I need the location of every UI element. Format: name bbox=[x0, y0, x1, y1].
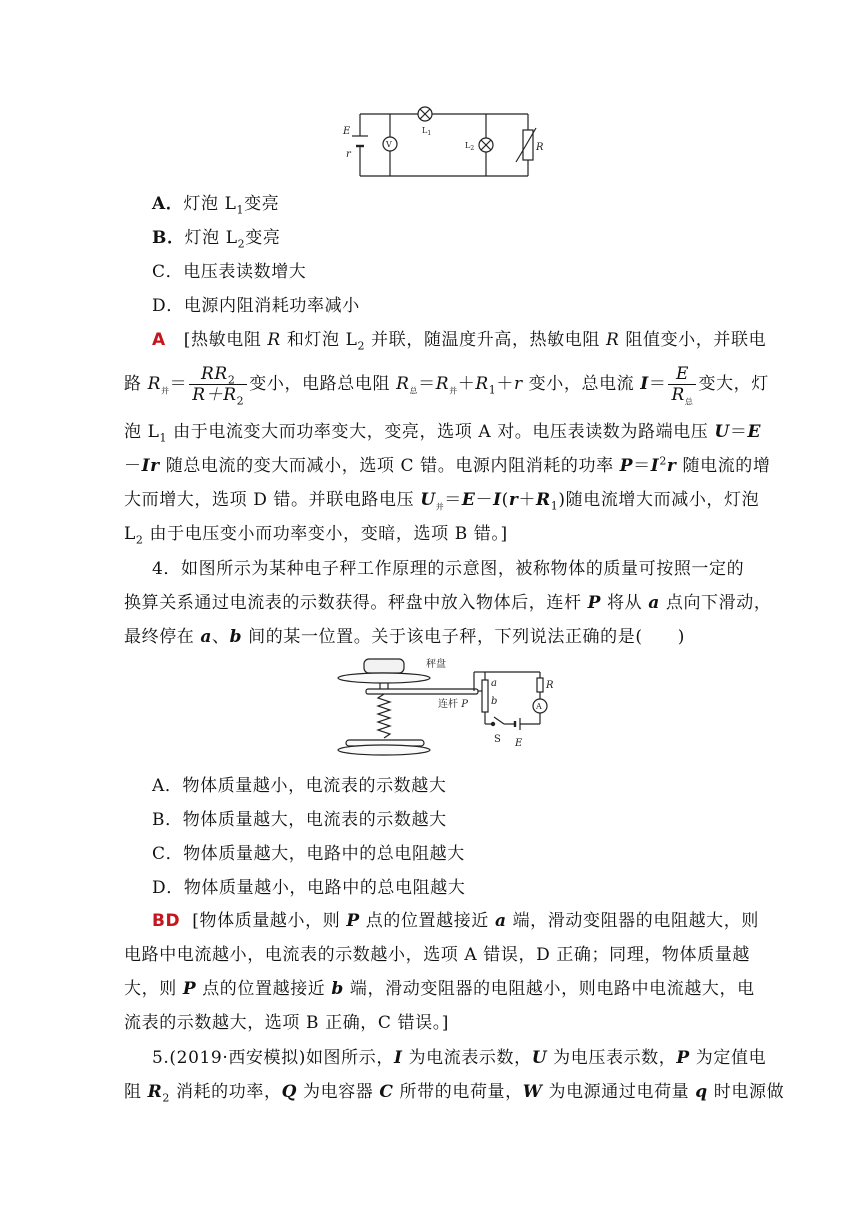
option-b: B．物体质量越大，电流表的示数越大 bbox=[152, 810, 447, 830]
explanation-line: 流表的示数越大，选项 B 正确，C 错误。] bbox=[124, 1013, 450, 1033]
switch-label: S bbox=[494, 734, 501, 745]
explanation-line: 路 $R_并=$ $\frac{RR_2}{R+R_2}$ 变小，电路总电阻 $R_总=R_并+R_1+r$ 变小，总电流 I＝ $\frac{E}{R_总}$ 变大，灯 bbox=[124, 364, 769, 408]
point-a-label: a bbox=[491, 678, 497, 689]
answer-label: BD bbox=[152, 911, 181, 931]
explanation-line: A [热敏电阻 R 和灯泡 $L_2$ 并联，随温度升高，热敏电阻 R 阻值变小，并联电 bbox=[152, 330, 767, 353]
question-stem: 最终停在 a、b 间的某一位置。关于该电子秤，下列说法正确的是( ) bbox=[124, 627, 686, 647]
answer-label: A bbox=[152, 330, 166, 350]
label-r: r bbox=[346, 149, 351, 160]
option-c: C．物体质量越大，电路中的总电阻越大 bbox=[152, 844, 465, 864]
explanation-line: 大而增大，选项 D 错。并联电路电压 $U_并=E-I(r+R_1)$随电流增大而减小，灯泡 bbox=[124, 490, 760, 513]
resistor-R-label: R bbox=[546, 680, 554, 691]
ammeter-label: A bbox=[536, 702, 542, 711]
option-d: D．物体质量越小，电路中的总电阻越大 bbox=[152, 878, 466, 898]
fraction: $\frac{E}{R_总}$ bbox=[668, 364, 696, 405]
point-b-label: b bbox=[491, 696, 498, 707]
label-L1: $L_1$ bbox=[422, 126, 432, 137]
option-b: B．灯泡 $L_2$变亮 bbox=[152, 228, 281, 251]
electronic-scale-figure bbox=[308, 654, 568, 766]
option-c: C．电压表读数增大 bbox=[152, 262, 307, 282]
question-stem: 换算关系通过电流表的示数获得。秤盘中放入物体后，连杆 P 将从 a 点向下滑动， bbox=[124, 593, 772, 613]
label-L2: $L_2$ bbox=[465, 141, 475, 152]
pan-label: 秤盘 bbox=[426, 659, 446, 670]
explanation-line: －Ir 随总电流的变大而减小，选项 C 错。电源内阻消耗的功率 $P=I^2r$ 随电流的增 bbox=[124, 454, 771, 476]
circuit-figure-1 bbox=[340, 100, 544, 182]
explanation-line: 电路中电流越小，电流表的示数越小，选项 A 错误，D 正确；同理，物体质量越 bbox=[124, 945, 750, 965]
option-a: A．灯泡 $L_1$变亮 bbox=[152, 194, 280, 217]
label-R: R bbox=[536, 142, 544, 153]
label-V: V bbox=[386, 140, 392, 149]
question-stem: 5.(2019·西安模拟)如图所示，I 为电流表示数，U 为电压表示数，P 为定值电 bbox=[152, 1048, 767, 1068]
option-a: A．物体质量越小，电流表的示数越大 bbox=[152, 776, 447, 796]
question-stem: 4．如图所示为某种电子秤工作原理的示意图，被称物体的质量可按照一定的 bbox=[152, 559, 745, 579]
rod-label: 连杆 P bbox=[438, 699, 468, 710]
fraction: $\frac{RR_2}{R+R_2}$ bbox=[189, 364, 247, 405]
label-E: E bbox=[343, 126, 351, 137]
question-stem: 阻 $R_2$ 消耗的功率，Q 为电容器 C 所带的电荷量，W 为电源通过电荷量 q 时电源做 bbox=[124, 1082, 785, 1105]
option-d: D．电源内阻消耗功率减小 bbox=[152, 296, 360, 316]
explanation-line: $L_2$ 由于电压变小而功率变小，变暗，选项 B 错。] bbox=[124, 524, 508, 547]
explanation-line: BD [物体质量越小，则 P 点的位置越接近 a 端，滑动变阻器的电阻越大，则 bbox=[152, 911, 759, 931]
explanation-line: 大，则 P 点的位置越接近 b 端，滑动变阻器的电阻越小，则电路中电流越大，电 bbox=[124, 979, 755, 999]
battery-label: E bbox=[515, 738, 523, 749]
explanation-line: 泡 $L_1$ 由于电流变大而功率变大，变亮，选项 A 对。电压表读数为路端电压 U＝E bbox=[124, 422, 762, 445]
